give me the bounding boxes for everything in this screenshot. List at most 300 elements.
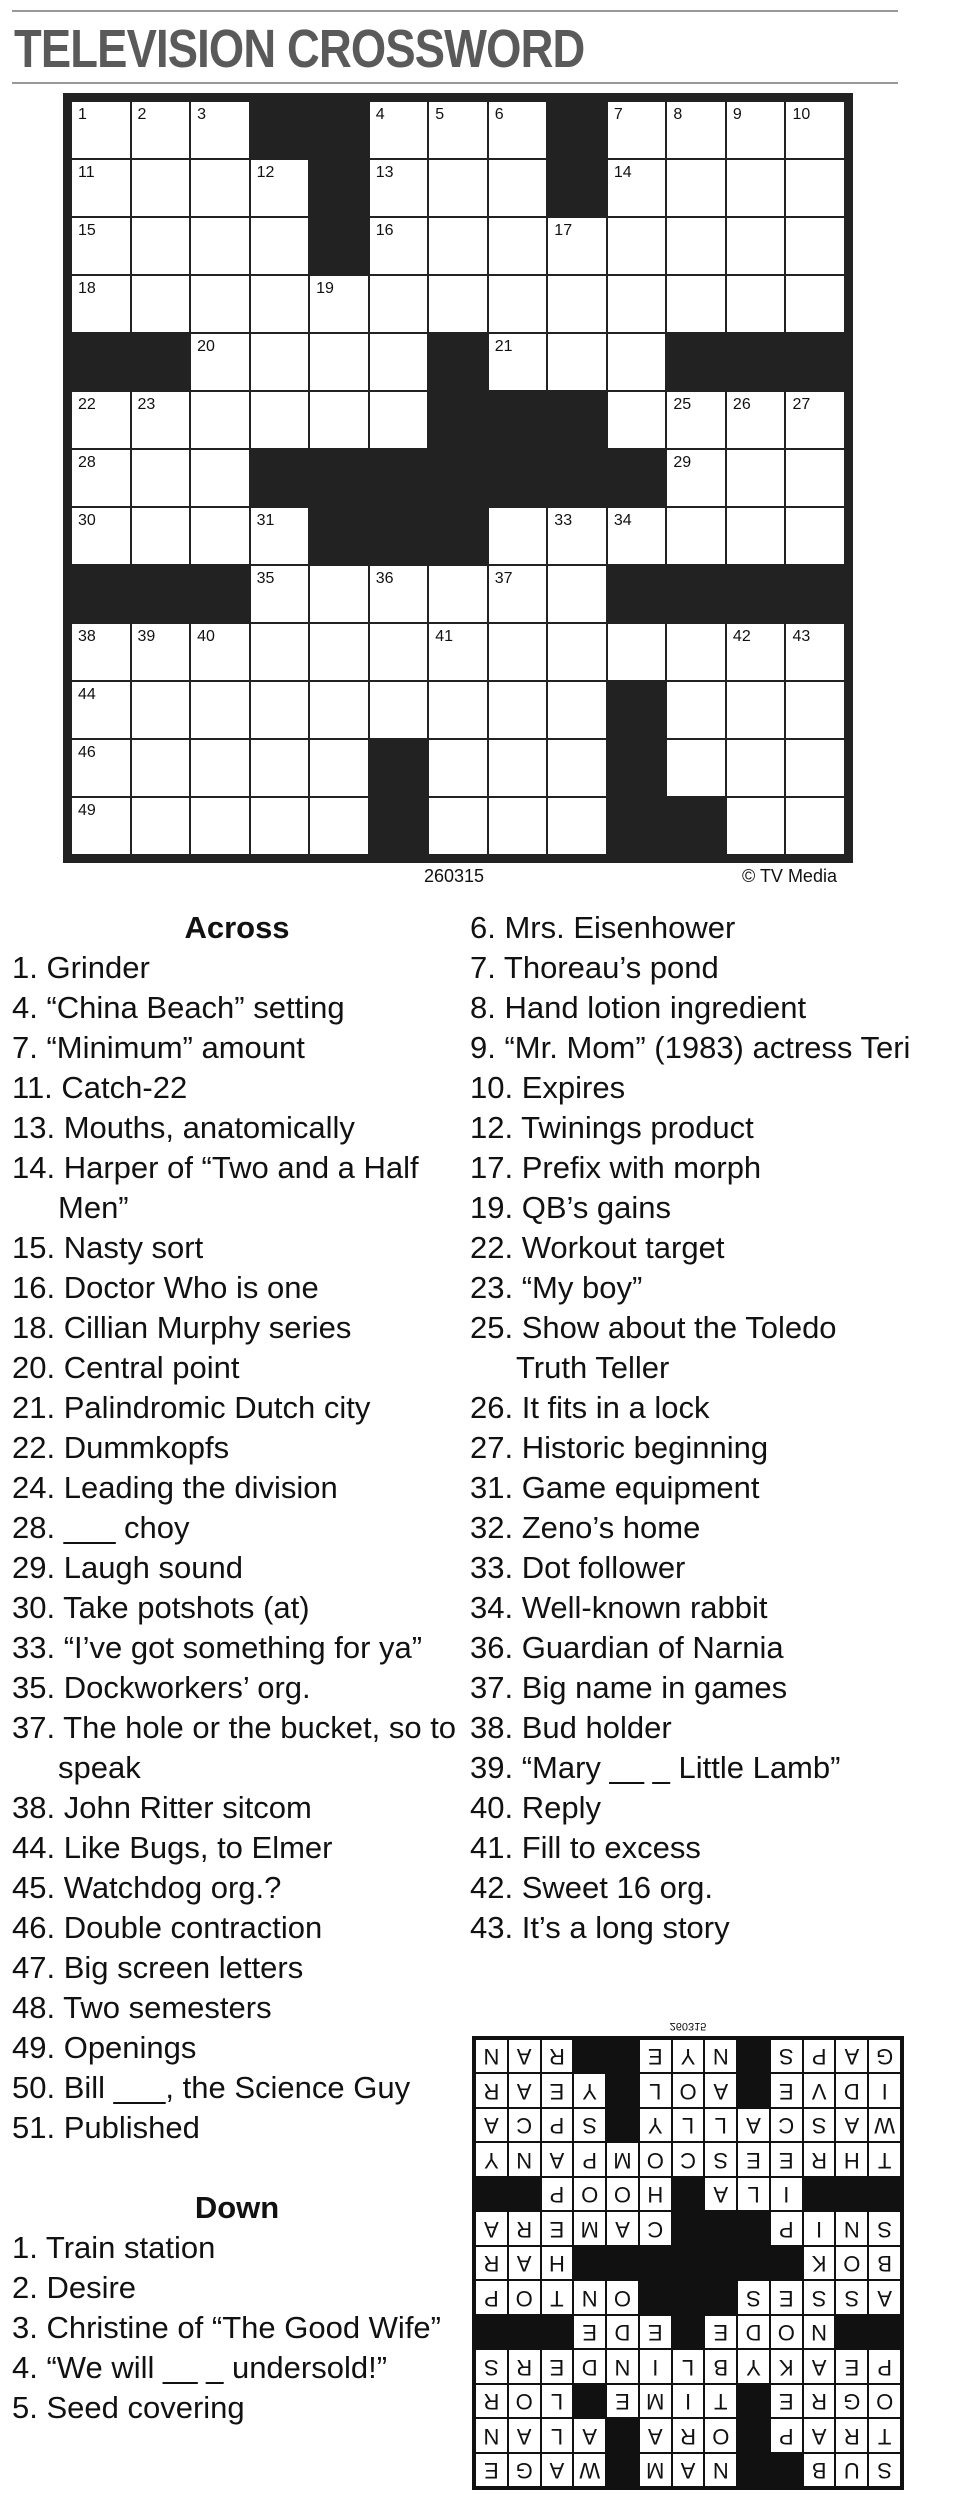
grid-cell[interactable] bbox=[429, 740, 487, 796]
answer-cell: L bbox=[705, 2109, 736, 2141]
answer-cell: N bbox=[476, 2040, 507, 2072]
answer-cell: A bbox=[542, 2454, 573, 2486]
answer-cell: G bbox=[836, 2385, 867, 2417]
answer-cell: A bbox=[574, 2419, 605, 2451]
cell-number: 30 bbox=[78, 512, 96, 529]
grid-cell[interactable] bbox=[667, 740, 725, 796]
grid-cell[interactable] bbox=[489, 682, 547, 738]
grid-cell[interactable] bbox=[489, 740, 547, 796]
answer-cell: I bbox=[640, 2350, 671, 2382]
grid-cell[interactable] bbox=[310, 334, 368, 390]
grid-cell[interactable] bbox=[72, 276, 130, 332]
clue-item: 1. Grinder bbox=[12, 950, 150, 985]
grid-cell[interactable] bbox=[786, 102, 844, 158]
answer-cell: P bbox=[542, 2178, 573, 2210]
grid-cell[interactable] bbox=[429, 102, 487, 158]
answer-cell: O bbox=[509, 2385, 540, 2417]
clue-item: 38. Bud holder bbox=[470, 1710, 672, 1745]
grid-cell[interactable] bbox=[608, 276, 666, 332]
grid-cell[interactable] bbox=[489, 798, 547, 854]
clue-item: 7. Thoreau’s pond bbox=[470, 950, 719, 985]
clue-item: 17. Prefix with morph bbox=[470, 1150, 762, 1185]
clue-item: 25. Show about the Toledo Truth Teller bbox=[470, 1310, 837, 1385]
answer-cell: O bbox=[673, 2074, 704, 2106]
grid-cell[interactable] bbox=[667, 160, 725, 216]
grid-cell[interactable] bbox=[191, 798, 249, 854]
answer-cell: W bbox=[869, 2109, 900, 2141]
grid-cell[interactable] bbox=[608, 218, 666, 274]
grid-cell[interactable] bbox=[132, 682, 190, 738]
answer-cell: R bbox=[509, 2212, 540, 2244]
grid-cell[interactable] bbox=[489, 276, 547, 332]
spacer bbox=[12, 2148, 462, 2188]
answer-key-code: 260315 bbox=[669, 2020, 707, 2032]
grid-cell[interactable] bbox=[489, 508, 547, 564]
cell-number: 40 bbox=[197, 628, 215, 645]
answer-cell: E bbox=[542, 2212, 573, 2244]
grid-cell[interactable] bbox=[727, 276, 785, 332]
answer-cell: E bbox=[836, 2350, 867, 2382]
answer-cell: N bbox=[574, 2281, 605, 2313]
answer-cell: P bbox=[542, 2109, 573, 2141]
grid-cell[interactable] bbox=[786, 450, 844, 506]
grid-cell[interactable] bbox=[251, 392, 309, 448]
down-clue-list-right bbox=[470, 908, 915, 1948]
grid-cell[interactable] bbox=[191, 740, 249, 796]
grid-cell[interactable] bbox=[489, 218, 547, 274]
grid-cell[interactable] bbox=[72, 740, 130, 796]
clue-item: 7. “Minimum” amount bbox=[12, 1030, 305, 1065]
answer-cell: M bbox=[607, 2143, 638, 2175]
answer-cell: R bbox=[476, 2247, 507, 2279]
cell-number: 14 bbox=[613, 164, 632, 181]
grid-cell[interactable] bbox=[786, 218, 844, 274]
grid-cell[interactable] bbox=[786, 682, 844, 738]
grid-cell[interactable] bbox=[727, 740, 785, 796]
answer-cell: P bbox=[869, 2350, 900, 2382]
answer-cell: E bbox=[640, 2040, 671, 2072]
grid-cell[interactable] bbox=[251, 740, 309, 796]
answer-cell: M bbox=[574, 2212, 605, 2244]
answer-cell: E bbox=[771, 2281, 802, 2313]
answer-cell: A bbox=[640, 2419, 671, 2451]
answer-cell: O bbox=[869, 2385, 900, 2417]
grid-cell[interactable] bbox=[251, 624, 309, 680]
grid-cell[interactable] bbox=[727, 624, 785, 680]
grid-cell[interactable] bbox=[429, 160, 487, 216]
grid-cell[interactable] bbox=[132, 276, 190, 332]
grid-cell[interactable] bbox=[251, 798, 309, 854]
grid-cell[interactable] bbox=[667, 508, 725, 564]
grid-cell[interactable] bbox=[191, 218, 249, 274]
clue-item: 26. It fits in a lock bbox=[470, 1390, 710, 1425]
clue-item: 50. Bill ___, the Science Guy bbox=[12, 2070, 411, 2105]
grid-cell[interactable] bbox=[191, 276, 249, 332]
answer-cell: R bbox=[804, 2385, 835, 2417]
answer-cell: E bbox=[607, 2385, 638, 2417]
answer-cell: S bbox=[804, 2109, 835, 2141]
answer-cell: I bbox=[869, 2074, 900, 2106]
cell-number: 36 bbox=[375, 570, 394, 587]
cell-number: 46 bbox=[78, 744, 96, 761]
answer-cell: R bbox=[476, 2385, 507, 2417]
grid-cell[interactable] bbox=[72, 392, 130, 448]
grid-cell[interactable] bbox=[191, 682, 249, 738]
grid-cell[interactable] bbox=[667, 450, 725, 506]
grid-cell[interactable] bbox=[548, 508, 606, 564]
grid-cell[interactable] bbox=[310, 566, 368, 622]
answer-cell: O bbox=[771, 2316, 802, 2348]
answer-cell: R bbox=[509, 2350, 540, 2382]
clue-item: 9. “Mr. Mom” (1983) actress Teri bbox=[470, 1030, 911, 1065]
grid-cell[interactable] bbox=[727, 450, 785, 506]
grid-cell[interactable] bbox=[251, 566, 309, 622]
clue-item: 39. “Mary __ _ Little Lamb” bbox=[470, 1750, 841, 1785]
down-clue-list-left bbox=[12, 2228, 462, 2428]
grid-cell[interactable] bbox=[727, 392, 785, 448]
answer-cell: A bbox=[869, 2281, 900, 2313]
clue-item: 21. Palindromic Dutch city bbox=[12, 1390, 371, 1425]
answer-cell: S bbox=[869, 2454, 900, 2486]
answer-cell: N bbox=[509, 2143, 540, 2175]
cell-number: 29 bbox=[673, 454, 692, 471]
grid-cell[interactable] bbox=[727, 218, 785, 274]
grid-cell[interactable] bbox=[72, 450, 130, 506]
answer-cell: N bbox=[705, 2454, 736, 2486]
puzzle-code: 260315 bbox=[424, 866, 485, 886]
grid-cell[interactable] bbox=[370, 218, 428, 274]
answer-cell: O bbox=[607, 2281, 638, 2313]
grid-cell[interactable] bbox=[548, 682, 606, 738]
grid-cell[interactable] bbox=[489, 624, 547, 680]
grid-cell[interactable] bbox=[370, 392, 428, 448]
grid-cell[interactable] bbox=[72, 682, 130, 738]
clue-item: 30. Take potshots (at) bbox=[12, 1590, 310, 1625]
clue-item: 49. Openings bbox=[12, 2030, 197, 2065]
clue-item: 51. Published bbox=[12, 2110, 200, 2145]
cell-number: 17 bbox=[554, 222, 573, 239]
grid-cell[interactable] bbox=[191, 102, 249, 158]
answer-cell: N bbox=[804, 2316, 835, 2348]
grid-cell[interactable] bbox=[132, 102, 190, 158]
answer-cell: A bbox=[836, 2040, 867, 2072]
grid-cell[interactable] bbox=[191, 624, 249, 680]
answer-cell: K bbox=[771, 2350, 802, 2382]
grid-cell[interactable] bbox=[608, 508, 666, 564]
answer-key-grid bbox=[472, 2036, 904, 2490]
answer-cell: N bbox=[705, 2040, 736, 2072]
answer-cell: I bbox=[804, 2212, 835, 2244]
clue-item: 2. Desire bbox=[12, 2270, 137, 2305]
grid-cell[interactable] bbox=[667, 392, 725, 448]
grid-cell[interactable] bbox=[191, 160, 249, 216]
grid-cell[interactable] bbox=[608, 160, 666, 216]
grid-cell[interactable] bbox=[191, 508, 249, 564]
grid-cell[interactable] bbox=[429, 566, 487, 622]
grid-cell[interactable] bbox=[370, 682, 428, 738]
clue-item: 31. Game equipment bbox=[470, 1470, 760, 1505]
answer-cell: D bbox=[607, 2316, 638, 2348]
answer-cell: W bbox=[574, 2454, 605, 2486]
clues-left-column bbox=[12, 908, 462, 2428]
grid-cell[interactable] bbox=[667, 682, 725, 738]
cell-number: 41 bbox=[435, 628, 454, 645]
grid-cell[interactable] bbox=[548, 276, 606, 332]
answer-cell: L bbox=[542, 2419, 573, 2451]
grid-cell[interactable] bbox=[251, 334, 309, 390]
clue-item: 4. “We will __ _ undersold!” bbox=[12, 2350, 388, 2385]
cell-number: 2 bbox=[137, 106, 147, 123]
grid-cell[interactable] bbox=[191, 392, 249, 448]
grid-cell[interactable] bbox=[489, 160, 547, 216]
grid-cell[interactable] bbox=[370, 624, 428, 680]
grid-cell[interactable] bbox=[548, 566, 606, 622]
answer-cell: E bbox=[476, 2454, 507, 2486]
grid-cell[interactable] bbox=[786, 508, 844, 564]
copyright: © TV Media bbox=[742, 866, 837, 886]
grid-cell[interactable] bbox=[370, 334, 428, 390]
grid-cell[interactable] bbox=[786, 392, 844, 448]
grid-cell[interactable] bbox=[72, 624, 130, 680]
grid-cell[interactable] bbox=[608, 392, 666, 448]
answer-cell: A bbox=[542, 2143, 573, 2175]
cell-number: 23 bbox=[137, 396, 156, 413]
grid-cell[interactable] bbox=[429, 276, 487, 332]
grid-cell[interactable] bbox=[251, 682, 309, 738]
clue-item: 34. Well-known rabbit bbox=[470, 1590, 768, 1625]
grid-cell[interactable] bbox=[667, 218, 725, 274]
grid-cell[interactable] bbox=[132, 218, 190, 274]
clues-right-column bbox=[470, 908, 915, 1948]
grid-cell[interactable] bbox=[310, 798, 368, 854]
cell-number: 25 bbox=[673, 396, 692, 413]
grid-cell[interactable] bbox=[370, 276, 428, 332]
answer-cell: A bbox=[705, 2178, 736, 2210]
grid-cell[interactable] bbox=[786, 160, 844, 216]
cell-number: 28 bbox=[78, 454, 96, 471]
answer-cell: L bbox=[640, 2074, 671, 2106]
cell-number: 37 bbox=[494, 570, 513, 587]
answer-cell: D bbox=[836, 2074, 867, 2106]
answer-cell: E bbox=[574, 2316, 605, 2348]
answer-cell: Y bbox=[640, 2109, 671, 2141]
grid-cell[interactable] bbox=[429, 682, 487, 738]
clue-item: 35. Dockworkers’ org. bbox=[12, 1670, 311, 1705]
grid-cell[interactable] bbox=[310, 276, 368, 332]
cell-number: 34 bbox=[613, 512, 632, 529]
answer-cell: N bbox=[607, 2350, 638, 2382]
answer-cell: O bbox=[509, 2281, 540, 2313]
clue-item: 22. Dummkopfs bbox=[12, 1430, 230, 1465]
answer-cell: A bbox=[738, 2109, 769, 2141]
clue-item: 19. QB’s gains bbox=[470, 1190, 672, 1225]
grid-cell[interactable] bbox=[132, 740, 190, 796]
grid-cell[interactable] bbox=[72, 160, 130, 216]
grid-cell[interactable] bbox=[727, 508, 785, 564]
clue-item: 1. Train station bbox=[12, 2230, 216, 2265]
grid-cell[interactable] bbox=[132, 624, 190, 680]
grid-cell[interactable] bbox=[429, 798, 487, 854]
grid-cell[interactable] bbox=[310, 682, 368, 738]
grid-cell[interactable] bbox=[786, 798, 844, 854]
grid-cell[interactable] bbox=[667, 624, 725, 680]
answer-cell: S bbox=[574, 2109, 605, 2141]
answer-cell: E bbox=[640, 2316, 671, 2348]
clue-item: 16. Doctor Who is one bbox=[12, 1270, 319, 1305]
clue-item: 3. Christine of “The Good Wife” bbox=[12, 2310, 441, 2345]
clue-item: 10. Expires bbox=[470, 1070, 626, 1105]
clue-item: 5. Seed covering bbox=[12, 2390, 245, 2425]
grid-cell[interactable] bbox=[310, 624, 368, 680]
answer-cell: I bbox=[771, 2178, 802, 2210]
grid-cell[interactable] bbox=[370, 566, 428, 622]
answer-cell: S bbox=[869, 2212, 900, 2244]
answer-cell: N bbox=[476, 2419, 507, 2451]
clue-item: 33. Dot follower bbox=[470, 1550, 686, 1585]
grid-cell[interactable] bbox=[727, 160, 785, 216]
clue-item: 27. Historic beginning bbox=[470, 1430, 769, 1465]
answer-cell: R bbox=[542, 2040, 573, 2072]
answer-cell: R bbox=[476, 2074, 507, 2106]
top-rule bbox=[12, 10, 898, 12]
grid-cell[interactable] bbox=[429, 624, 487, 680]
grid-cell[interactable] bbox=[489, 102, 547, 158]
cell-number: 4 bbox=[375, 106, 385, 123]
answer-cell: O bbox=[705, 2419, 736, 2451]
grid-cell[interactable] bbox=[786, 276, 844, 332]
answer-cell: T bbox=[869, 2419, 900, 2451]
grid-cell[interactable] bbox=[548, 798, 606, 854]
clue-item: 37. The hole or the bucket, so to speak bbox=[12, 1710, 457, 1785]
answer-cell: S bbox=[804, 2281, 835, 2313]
clue-item: 37. Big name in games bbox=[470, 1670, 788, 1705]
cell-number: 10 bbox=[792, 106, 811, 123]
grid-cell[interactable] bbox=[72, 218, 130, 274]
answer-cell: A bbox=[673, 2454, 704, 2486]
answer-cell: M bbox=[640, 2454, 671, 2486]
grid-cell[interactable] bbox=[548, 218, 606, 274]
answer-cell: L bbox=[542, 2385, 573, 2417]
answer-cell: Y bbox=[476, 2143, 507, 2175]
grid-cell[interactable] bbox=[251, 276, 309, 332]
answer-cell: S bbox=[476, 2350, 507, 2382]
clue-item: 20. Central point bbox=[12, 1350, 240, 1385]
grid-cell[interactable] bbox=[132, 392, 190, 448]
cell-number: 39 bbox=[137, 628, 156, 645]
cell-number: 49 bbox=[78, 802, 96, 819]
grid-cell[interactable] bbox=[310, 740, 368, 796]
cell-number: 11 bbox=[78, 164, 95, 181]
grid-cell[interactable] bbox=[489, 566, 547, 622]
cell-number: 3 bbox=[197, 106, 206, 123]
cell-number: 31 bbox=[256, 512, 275, 529]
answer-cell: B bbox=[869, 2247, 900, 2279]
answer-cell: E bbox=[542, 2350, 573, 2382]
grid-cell[interactable] bbox=[132, 508, 190, 564]
answer-cell: O bbox=[640, 2143, 671, 2175]
grid-cell[interactable] bbox=[72, 798, 130, 854]
grid-cell[interactable] bbox=[191, 450, 249, 506]
grid-cell[interactable] bbox=[548, 624, 606, 680]
grid-cell[interactable] bbox=[251, 508, 309, 564]
grid-cell[interactable] bbox=[72, 102, 130, 158]
grid-cell[interactable] bbox=[727, 798, 785, 854]
clue-item: 24. Leading the division bbox=[12, 1470, 338, 1505]
answer-cell: D bbox=[738, 2316, 769, 2348]
clue-item: 28. ___ choy bbox=[12, 1510, 190, 1545]
answer-cell: R bbox=[804, 2143, 835, 2175]
grid-cell[interactable] bbox=[608, 624, 666, 680]
grid-cell[interactable] bbox=[608, 334, 666, 390]
answer-cell: C bbox=[640, 2212, 671, 2244]
grid-cell[interactable] bbox=[191, 334, 249, 390]
answer-cell: T bbox=[869, 2143, 900, 2175]
answer-cell: H bbox=[542, 2247, 573, 2279]
cell-number: 15 bbox=[78, 222, 96, 239]
clue-item: 6. Mrs. Eisenhower bbox=[470, 910, 736, 945]
cell-number: 35 bbox=[256, 570, 275, 587]
cell-number: 38 bbox=[78, 628, 96, 645]
cell-number: 13 bbox=[375, 164, 394, 181]
answer-cell: A bbox=[476, 2109, 507, 2141]
answer-cell: G bbox=[509, 2454, 540, 2486]
clue-item: 8. Hand lotion ingredient bbox=[470, 990, 807, 1025]
grid-cell[interactable] bbox=[489, 334, 547, 390]
grid-cell[interactable] bbox=[727, 682, 785, 738]
grid-cell[interactable] bbox=[667, 102, 725, 158]
grid-cell[interactable] bbox=[727, 102, 785, 158]
cell-number: 19 bbox=[316, 280, 334, 297]
grid-cell[interactable] bbox=[667, 276, 725, 332]
answer-key bbox=[472, 2020, 904, 2490]
cell-number: 26 bbox=[732, 396, 751, 413]
grid-cell[interactable] bbox=[548, 334, 606, 390]
grid-cell[interactable] bbox=[429, 218, 487, 274]
clue-item: 13. Mouths, anatomically bbox=[12, 1110, 355, 1145]
grid-cell[interactable] bbox=[370, 160, 428, 216]
grid-cell[interactable] bbox=[608, 102, 666, 158]
answer-cell: C bbox=[509, 2109, 540, 2141]
grid-cell[interactable] bbox=[132, 798, 190, 854]
grid-cell[interactable] bbox=[548, 740, 606, 796]
grid-cell[interactable] bbox=[251, 160, 309, 216]
cell-number: 8 bbox=[673, 106, 683, 123]
answer-cell: S bbox=[738, 2281, 769, 2313]
grid-cell[interactable] bbox=[310, 392, 368, 448]
grid-cell[interactable] bbox=[786, 624, 844, 680]
crossword-grid bbox=[63, 93, 853, 863]
grid-cell[interactable] bbox=[251, 218, 309, 274]
clue-item: 47. Big screen letters bbox=[12, 1950, 304, 1985]
grid-cell[interactable] bbox=[132, 160, 190, 216]
answer-cell: P bbox=[771, 2419, 802, 2451]
cell-number: 1 bbox=[78, 106, 87, 123]
clue-item: 46. Double contraction bbox=[12, 1910, 323, 1945]
grid-cell[interactable] bbox=[370, 102, 428, 158]
clue-item: 43. It’s a long story bbox=[470, 1910, 730, 1945]
grid-cell[interactable] bbox=[72, 508, 130, 564]
grid-cell[interactable] bbox=[786, 740, 844, 796]
cell-number: 7 bbox=[613, 106, 623, 123]
cell-number: 44 bbox=[78, 686, 96, 703]
clue-item: 33. “I’ve got something for ya” bbox=[12, 1630, 423, 1665]
answer-cell: A bbox=[705, 2074, 736, 2106]
answer-cell: A bbox=[509, 2074, 540, 2106]
answer-cell: Y bbox=[673, 2040, 704, 2072]
grid-cell[interactable] bbox=[132, 450, 190, 506]
clue-item: 45. Watchdog org.? bbox=[12, 1870, 282, 1905]
answer-cell: S bbox=[771, 2040, 802, 2072]
